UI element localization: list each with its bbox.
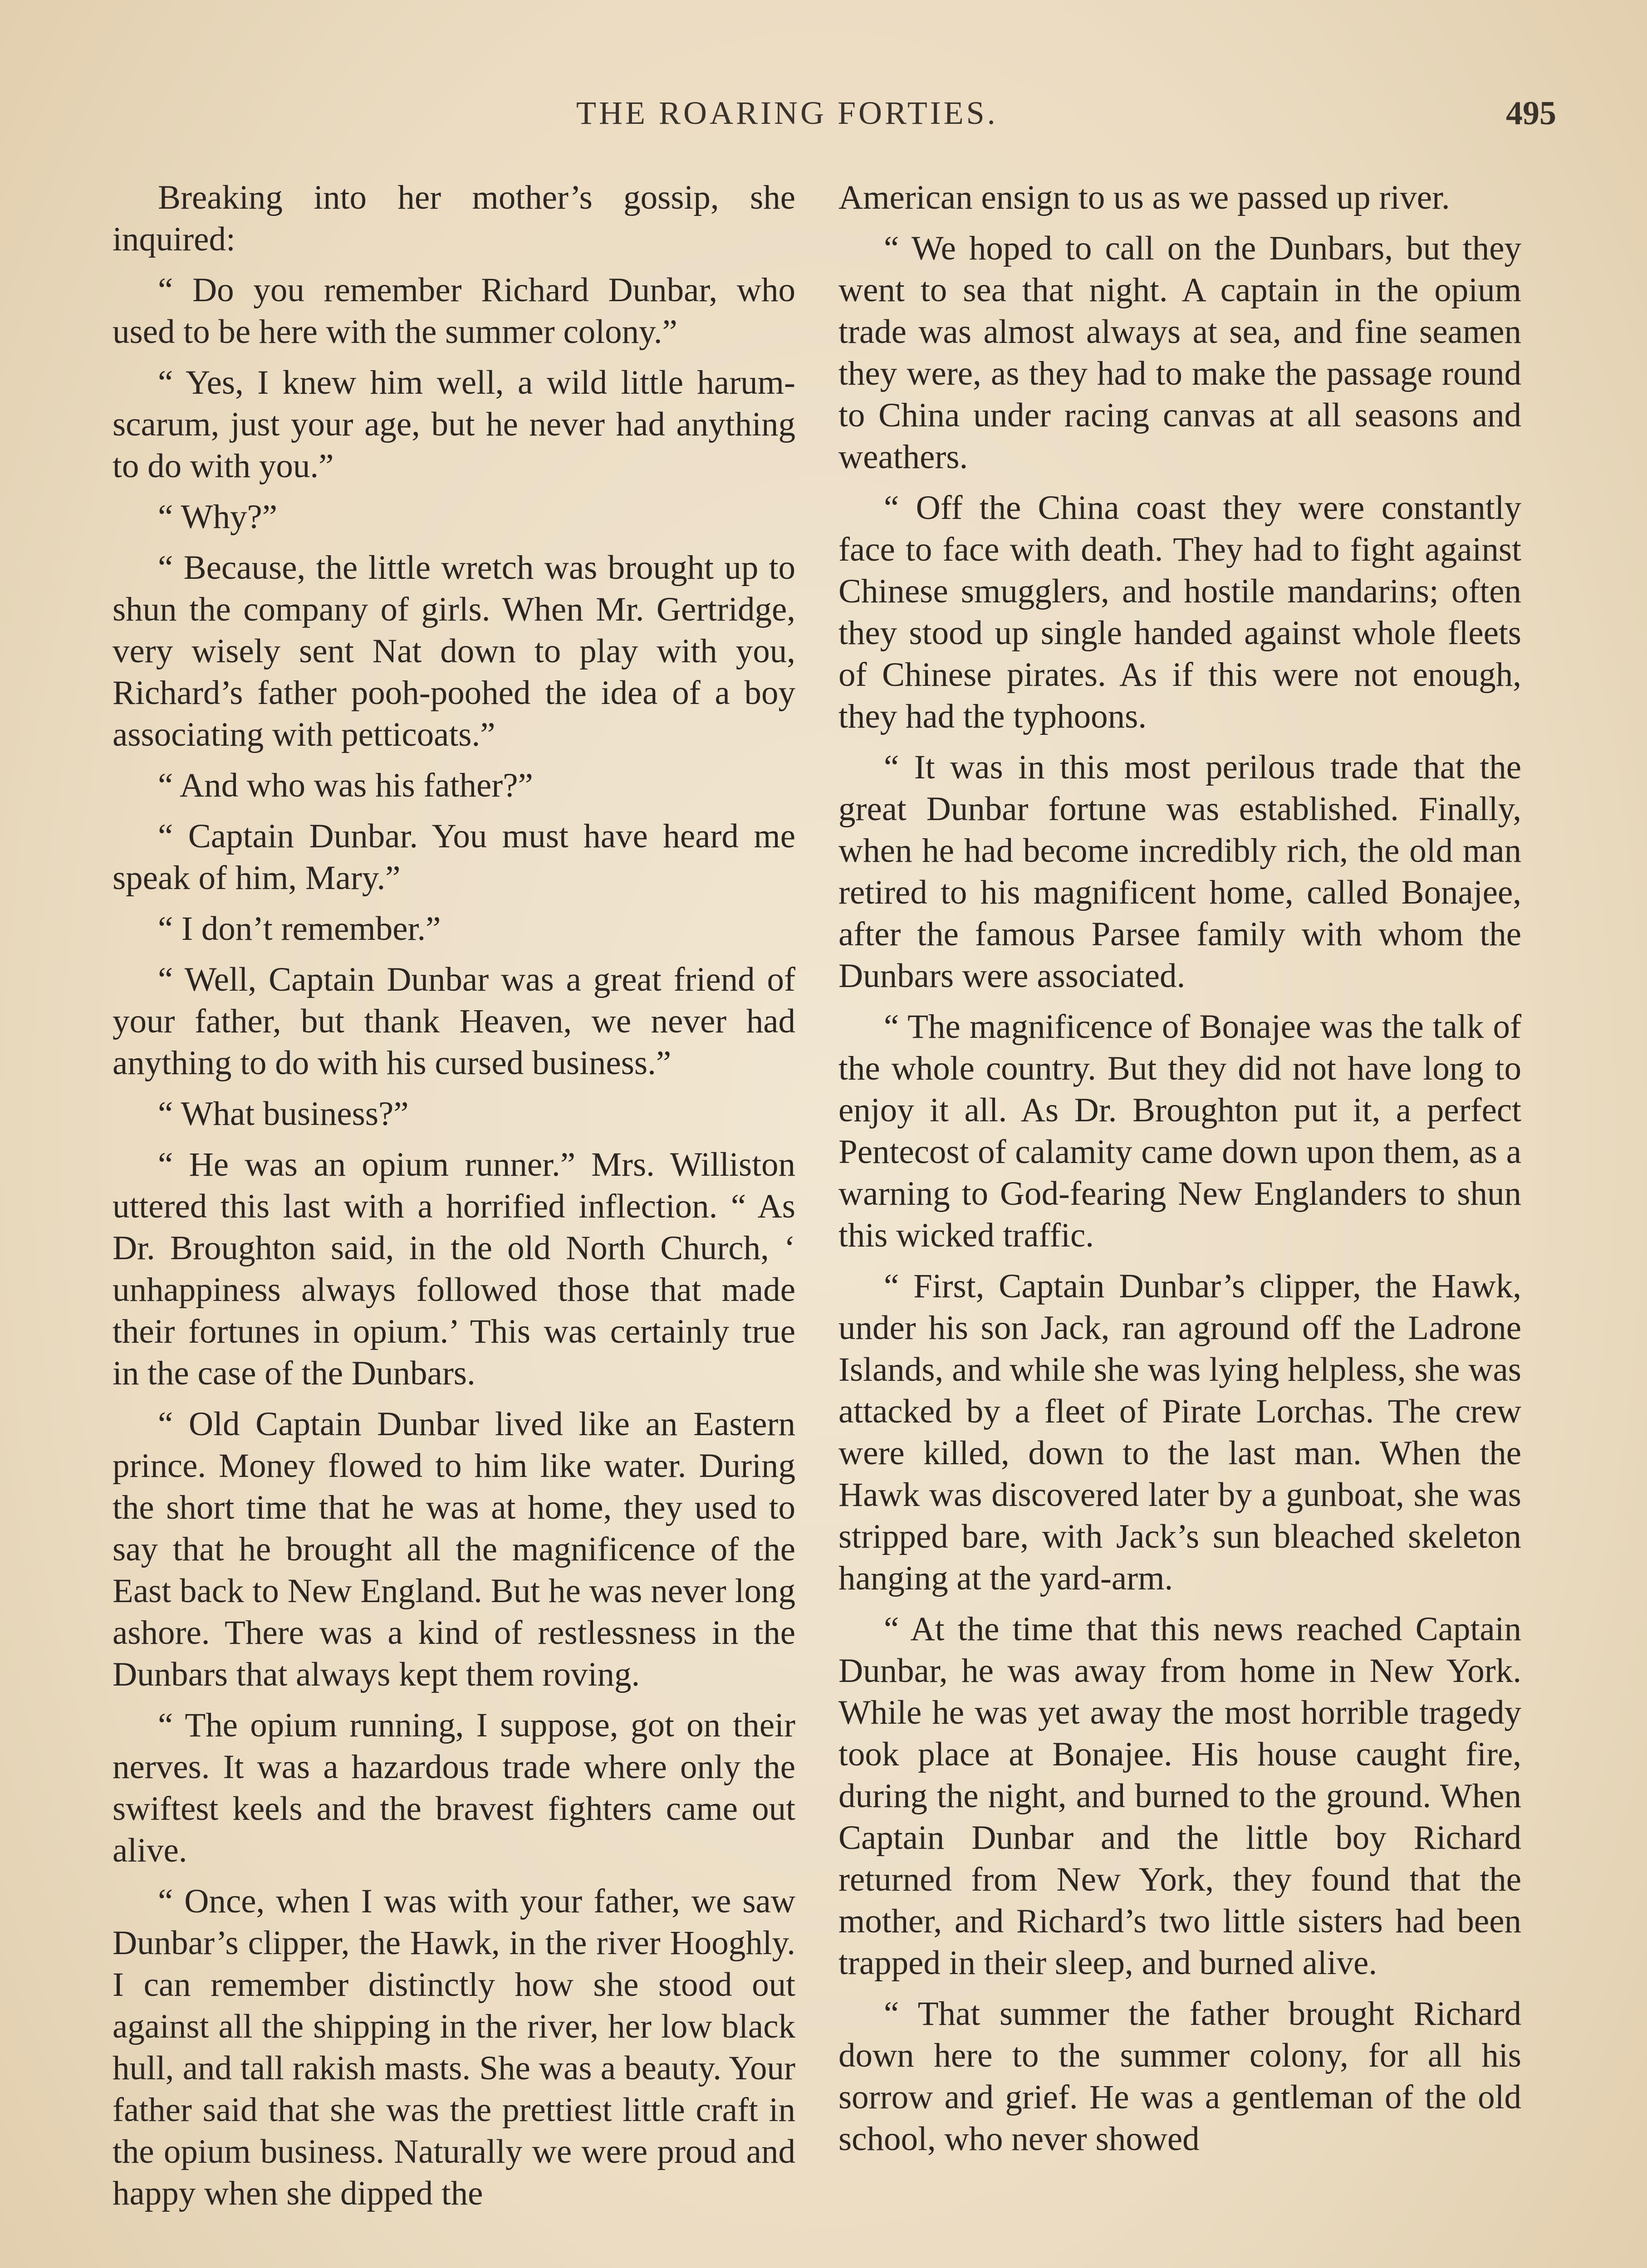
- paragraph: “ And who was his father?”: [158, 767, 533, 804]
- paragraph: “ At the time that this news reached Captain Dunbar, he was away from home in New York. While he was yet away the most horrible tragedy took place at Bonajee. His house caught fire, during the night, and burned to the ground. When Captain Dunbar and the little boy Richard returned from New York, they found that the mother, and Richard’s two little sisters had been trapped in their sleep, and burned alive.: [838, 1610, 1521, 1982]
- running-title: THE ROARING FORTIES.: [576, 95, 998, 131]
- paragraph: “ What business?”: [158, 1095, 409, 1133]
- paragraph: Breaking into her mother’s gossip, she inquired:: [113, 179, 795, 258]
- paragraph: “ The magnificence of Bonajee was the talk of the whole country. But they did not have long to enjoy it all. As Dr. Broughton put it, a perfect Pentecost of calamity came down upon them, as a warning to God-fearing New Englanders to shun this wicked traffic.: [838, 1008, 1521, 1254]
- paragraph: “ He was an opium runner.” Mrs. Williston uttered this last with a horrified inflection. “ As Dr. Broughton said, in the old North Church, ‘ unhappiness always followed those that made their fortunes in opium.’ This was certainly true in the case of the Dunbars.: [113, 1146, 795, 1392]
- paragraph: “ Well, Captain Dunbar was a great friend of your father, but thank Heaven, we never had anything to do with his cursed business.”: [113, 961, 795, 1082]
- paragraph: “ Captain Dunbar. You must have heard me speak of him, Mary.”: [113, 817, 795, 897]
- paragraph: “ It was in this most perilous trade that the great Dunbar fortune was established. Finally, when he had become incredibly rich, the old man retired to his magnificent home, called Bonajee, after the famous Parsee family with whom the Dunbars were associated.: [838, 748, 1521, 995]
- paragraph: “ Why?”: [158, 498, 278, 536]
- paragraph-continued: American ensign to us as we passed up river.: [838, 179, 1450, 216]
- paragraph: “ Once, when I was with your father, we saw Dunbar’s clipper, the Hawk, in the river Hooghly. I can remember distinctly how she stood out against all the shipping in the river, her low black hull, and tall rakish masts. She was a beauty. Your father said that she was the prettiest little craft in the opium business. Naturally we were proud and happy when she dipped the: [113, 1882, 795, 2212]
- paragraph: “ Yes, I knew him well, a wild little harum-scarum, just your age, but he never had anything to do with you.”: [113, 364, 795, 485]
- paragraph: “ First, Captain Dunbar’s clipper, the Hawk, under his son Jack, ran aground off the Ladrone Islands, and while she was lying helpless, she was attacked by a fleet of Pirate Lorchas. The crew were killed, down to the last man. When the Hawk was discovered later by a gunboat, she was stripped bare, with Jack’s sun bleached skeleton hanging at the yard-arm.: [838, 1267, 1521, 1597]
- paragraph: “ We hoped to call on the Dunbars, but they went to sea that night. A captain in the opium trade was almost always at sea, and fine seamen they were, as they had to make the passage round to China under racing canvas at all seasons and weathers.: [838, 230, 1521, 476]
- paragraph: “ Old Captain Dunbar lived like an Eastern prince. Money flowed to him like water. During the short time that he was at home, they used to say that he brought all the magnificence of the East back to New England. But he was never long ashore. There was a kind of restlessness in the Dunbars that always kept them roving.: [113, 1405, 795, 1693]
- right-column: [838, 177, 1521, 2268]
- paragraph: “ I don’t remember.”: [158, 910, 441, 948]
- left-column: [113, 177, 795, 2268]
- paragraph: “ The opium running, I suppose, got on their nerves. It was a hazardous trade where only the swiftest keels and the bravest fighters came out alive.: [113, 1706, 795, 1869]
- paragraph: “ Off the China coast they were constantly face to face with death. They had to fight against Chinese smugglers, and hostile mandarins; often they stood up single handed against whole fleets of Chinese pirates. As if this were not enough, they had the typhoons.: [838, 489, 1521, 735]
- paragraph: “ Because, the little wretch was brought up to shun the company of girls. When Mr. Gertridge, very wisely sent Nat down to play with you, Richard’s father pooh-poohed the idea of a boy associating with petticoats.”: [113, 549, 795, 753]
- page-number: 495: [1506, 95, 1556, 132]
- paragraph: “ Do you remember Richard Dunbar, who used to be here with the summer colony.”: [113, 271, 795, 351]
- paragraph: “ That summer the father brought Richard down here to the summer colony, for all his sorrow and grief. He was a gentleman of the old school, who never showed: [838, 1995, 1521, 2158]
